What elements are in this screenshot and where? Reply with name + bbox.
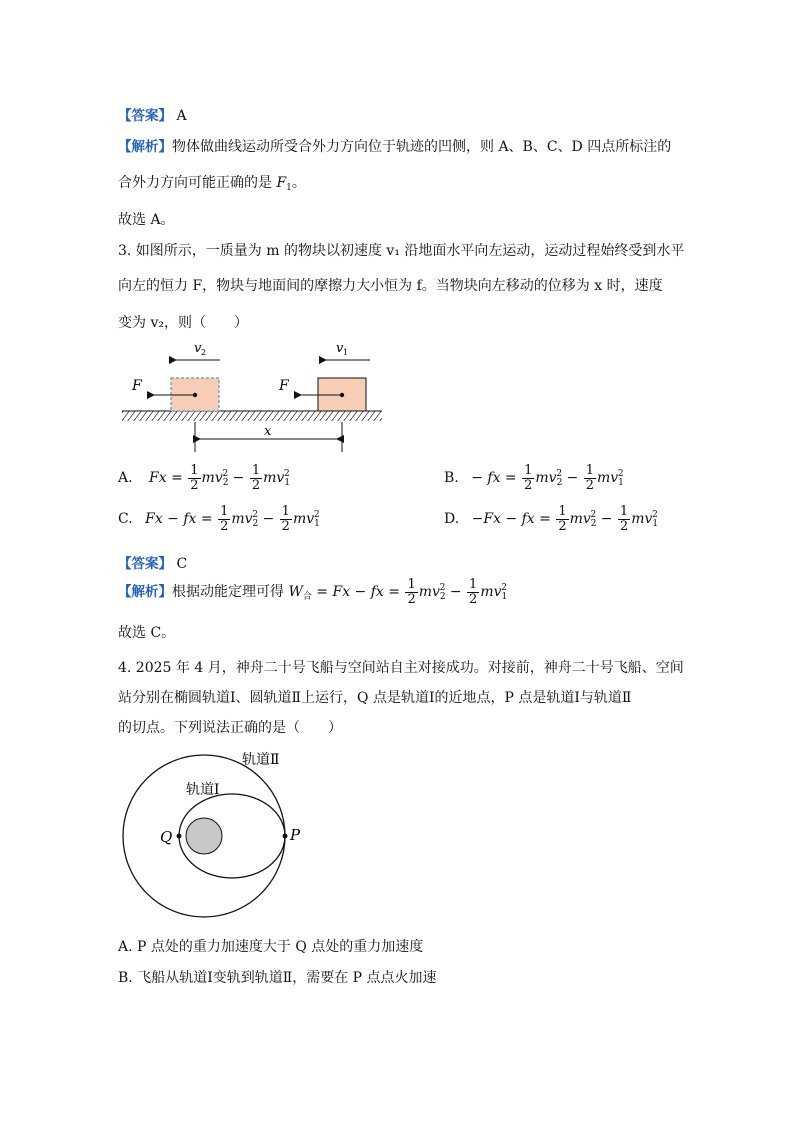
point-q-label: Q xyxy=(160,828,173,846)
answer-tag: 【答案】 xyxy=(118,556,172,572)
disp-label: x xyxy=(264,424,272,439)
work-symbol: W xyxy=(288,584,303,601)
option-lhs: Fx = xyxy=(149,470,183,487)
analysis-tag: 【解析】 xyxy=(118,584,172,601)
sub-2: 2 xyxy=(252,519,259,530)
fraction-half xyxy=(584,464,596,492)
point-q-dot xyxy=(177,834,182,839)
frac-den: 2 xyxy=(524,477,533,493)
q2-answer-value: A xyxy=(176,108,187,124)
q3-option-b[interactable] xyxy=(444,464,624,492)
frac-num: 1 xyxy=(469,577,478,592)
sup-2: 2 xyxy=(252,510,259,521)
frac-num: 1 xyxy=(251,463,261,478)
option-letter: C. xyxy=(118,511,133,528)
q3-stem-line3: 变为 v₂，则（ ） xyxy=(118,315,248,331)
frac-den: 2 xyxy=(190,477,199,493)
frac-den: 2 xyxy=(585,477,594,493)
term-mv: mv xyxy=(535,470,557,487)
minus-sign: − xyxy=(449,584,462,601)
minus-sign: − xyxy=(262,511,275,528)
q3-analysis-eq: = Fx − fx = xyxy=(311,584,400,601)
q3-answer-line xyxy=(118,552,187,572)
fraction-half xyxy=(218,505,230,533)
q3-analysis-text: 根据动能定理可得 xyxy=(172,584,289,601)
v1-sub: 1 xyxy=(343,348,349,357)
q4-orbit-figure xyxy=(118,742,318,922)
q3-analysis-line xyxy=(118,578,507,606)
q3-option-a[interactable] xyxy=(118,464,290,492)
q4-stem-line2: 站分别在椭圆轨道Ⅰ、圆轨道Ⅱ上运行，Q 点是轨道Ⅰ的近地点，P 点是轨道Ⅰ与轨道Ⅱ xyxy=(118,690,632,706)
q2-analysis-line2 xyxy=(118,172,306,193)
v2-sub: 2 xyxy=(201,348,207,357)
sub-1: 1 xyxy=(284,478,291,489)
q4-option-a[interactable]: A. P 点处的重力加速度大于 Q 点处的重力加速度 xyxy=(118,939,424,955)
sub-2: 2 xyxy=(439,592,446,603)
option-letter: B. xyxy=(444,470,459,487)
point-p-label: P xyxy=(290,826,301,844)
v1-label: v xyxy=(336,341,344,356)
frac-num: 1 xyxy=(407,577,416,592)
orbit-1-label: 轨道Ⅰ xyxy=(186,782,220,798)
sup-2: 2 xyxy=(501,583,507,594)
sub-1: 1 xyxy=(501,592,508,603)
fraction-half xyxy=(467,578,479,606)
sub-2: 2 xyxy=(590,519,597,530)
fraction-half xyxy=(618,505,630,533)
answer-tag: 【答案】 xyxy=(118,108,172,124)
option-lhs: Fx − fx = xyxy=(145,511,213,528)
term-mv: mv xyxy=(263,470,285,487)
q3-stem-line1: 3. 如图所示，一质量为 m 的物块以初速度 v₁ 沿地面水平向左运动，运动过程始终受到水平 xyxy=(118,243,685,259)
term-mv: mv xyxy=(231,511,253,528)
q3-option-d[interactable] xyxy=(444,505,658,533)
option-lhs: − fx = xyxy=(471,470,517,487)
fraction-half xyxy=(188,464,200,492)
sub-1: 1 xyxy=(314,519,320,530)
frac-den: 2 xyxy=(558,518,567,534)
sup-2: 2 xyxy=(222,469,229,480)
fraction-half xyxy=(250,464,262,492)
sup-2: 2 xyxy=(313,510,320,521)
minus-sign: − xyxy=(566,470,579,487)
orbit-2-label: 轨道Ⅱ xyxy=(242,752,280,768)
frac-num: 1 xyxy=(220,504,229,519)
frac-num: 1 xyxy=(524,463,533,478)
q2-analysis-text2: 合外力方向可能正确的是 xyxy=(118,175,277,191)
initial-force-label: F xyxy=(279,378,289,394)
sup-2: 2 xyxy=(439,583,446,594)
frac-den: 2 xyxy=(619,518,629,534)
fraction-half xyxy=(405,578,417,606)
term-mv: mv xyxy=(292,511,315,528)
frac-den: 2 xyxy=(407,591,416,607)
q3-stem-line2: 向左的恒力 F，物块与地面间的摩擦力大小恒为 f。当物块向左移动的位移为 x 时，速度 xyxy=(118,278,663,294)
term-mv: mv xyxy=(201,470,223,487)
term-mv: mv xyxy=(480,584,502,601)
sub-2: 2 xyxy=(556,478,563,489)
q2-answer-line xyxy=(118,104,187,124)
q2-analysis-line1 xyxy=(118,135,671,156)
term-mv: mv xyxy=(596,470,619,487)
fraction-half xyxy=(280,505,292,533)
q2-analysis-text1: 物体做曲线运动所受合外力方向位于轨迹的凹侧，则 A、B、C、D 四点所标注的 xyxy=(172,139,672,155)
q4-stem-line1: 4. 2025 年 4 月，神舟二十号飞船与空间站自主对接成功。对接前，神舟二十号飞船、空间 xyxy=(118,660,684,676)
q2-f-symbol: F xyxy=(276,175,287,191)
frac-num: 1 xyxy=(558,504,567,519)
option-letter: D. xyxy=(444,511,460,528)
work-sub: 合 xyxy=(302,592,312,603)
frac-num: 1 xyxy=(585,463,594,478)
option-lhs: −Fx − fx = xyxy=(471,511,551,528)
frac-num: 1 xyxy=(190,463,199,478)
term-mv: mv xyxy=(569,511,591,528)
option-letter: A. xyxy=(118,470,133,487)
sub-1: 1 xyxy=(652,519,659,530)
sup-2: 2 xyxy=(590,510,597,521)
frac-num: 1 xyxy=(619,504,629,519)
v2-label: v xyxy=(194,341,202,356)
term-mv: mv xyxy=(631,511,653,528)
ground-hatching xyxy=(122,411,382,421)
q3-answer-value: C xyxy=(176,556,188,572)
frac-den: 2 xyxy=(281,518,290,534)
earth-circle xyxy=(186,818,222,854)
sub-2: 2 xyxy=(222,478,229,489)
frac-num: 1 xyxy=(281,504,290,519)
point-p-dot xyxy=(283,834,288,839)
minus-sign: − xyxy=(600,511,613,528)
sub-1: 1 xyxy=(618,478,624,489)
sup-2: 2 xyxy=(617,469,624,480)
q4-option-b[interactable]: B. 飞船从轨道Ⅰ变轨到轨道Ⅱ，需要在 P 点点火加速 xyxy=(118,970,437,986)
q2-period: 。 xyxy=(291,175,306,191)
term-mv: mv xyxy=(418,584,440,601)
q4-stem-line3: 的切点。下列说法正确的是（ ） xyxy=(118,720,342,736)
analysis-tag: 【解析】 xyxy=(118,139,172,155)
frac-den: 2 xyxy=(469,591,478,607)
sup-2: 2 xyxy=(556,469,563,480)
sup-2: 2 xyxy=(284,469,290,480)
q3-block-figure xyxy=(118,338,388,458)
q2-conclusion: 故选 A。 xyxy=(118,212,175,228)
q3-option-c[interactable] xyxy=(118,505,320,533)
frac-den: 2 xyxy=(220,518,229,534)
minus-sign: − xyxy=(232,470,245,487)
final-force-label: F xyxy=(132,378,142,394)
fraction-half xyxy=(556,505,568,533)
sup-2: 2 xyxy=(652,510,658,521)
frac-den: 2 xyxy=(251,477,261,493)
q2-f-sub: 1 xyxy=(286,183,292,193)
q3-conclusion: 故选 C。 xyxy=(118,625,176,641)
fraction-half xyxy=(522,464,534,492)
